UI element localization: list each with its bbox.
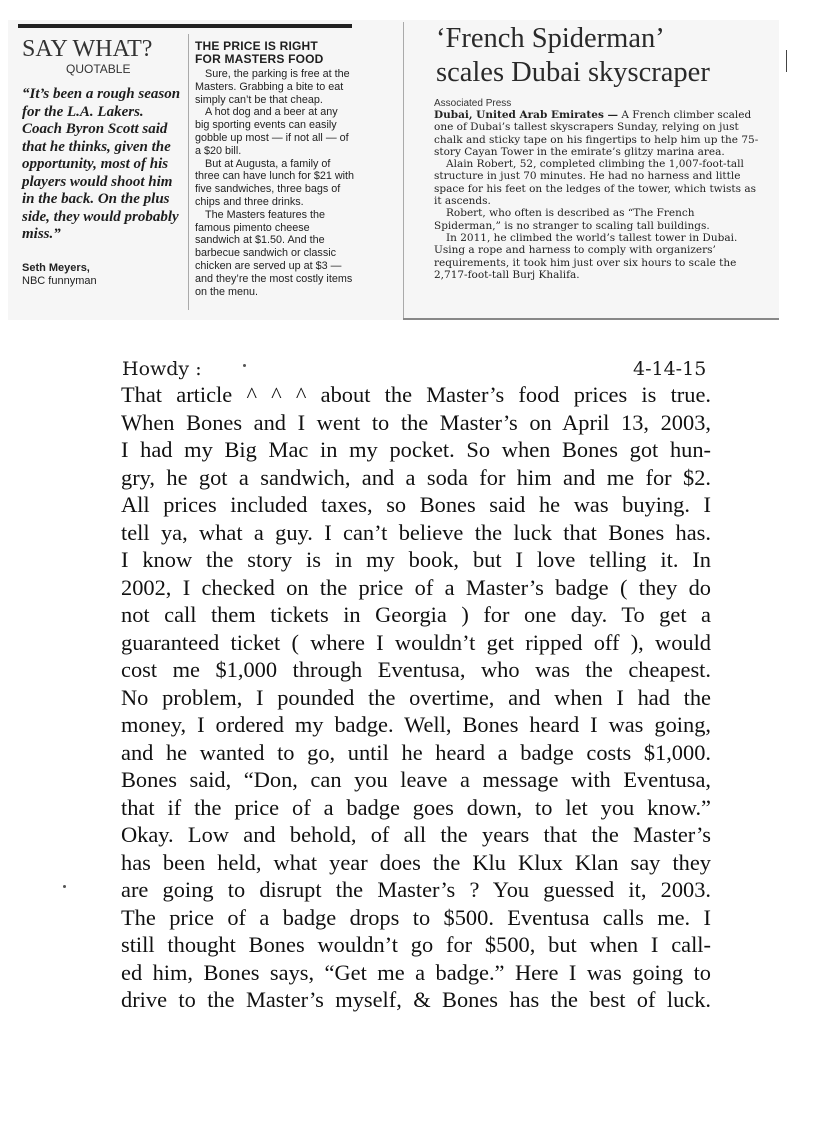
clipping-edge-mark bbox=[786, 50, 787, 72]
spiderman-paragraph bbox=[434, 109, 764, 158]
letter-date: 4-14-15 bbox=[633, 358, 707, 380]
quote-author-role: NBC funnyman bbox=[22, 274, 97, 287]
spiderman-paragraph: Alain Robert, 52, completed climbing the 1,007-foot-tall structure in just 70 minutes. He had no harness and little space for his feet on the ledges of the tower, which twists as it ascends. bbox=[434, 158, 756, 208]
letter-line: Bones said, “Don, can you leave a message with Eventusa, bbox=[121, 767, 711, 792]
spiderman-paragraph-text: A French climber scaled one of Dubai’s tallest skyscrapers Sunday, relying on just chalk and sticky tape on his fingertips to help him up the 75-story Cayan Tower in the emirate’s glitzy marina area. bbox=[434, 109, 759, 158]
letter-line: and he wanted to go, until he heard a badge costs $1,000. bbox=[121, 739, 711, 765]
spiderman-byline: Associated Press bbox=[434, 98, 512, 109]
masters-food-headline-line-2: FOR MASTERS FOOD bbox=[195, 52, 324, 66]
letter-line: I had my Big Mac in my pocket. So when Bones got hun- bbox=[121, 437, 711, 462]
letter-line: When Bones and I went to the Master’s on April 13, 2003, bbox=[121, 409, 711, 435]
letter-line: All prices included taxes, so Bones said he was buying. I bbox=[121, 492, 711, 517]
spiderman-headline-line-1: ‘French Spiderman’ bbox=[436, 23, 665, 54]
letter-line: that if the price of a badge goes down, to let you know.” bbox=[121, 794, 711, 820]
letter-line: ed him, Bones says, “Get me a badge.” Here I was going to bbox=[121, 959, 711, 985]
masters-food-headline-line-1: THE PRICE IS RIGHT bbox=[195, 39, 318, 53]
letter-line: No problem, I pounded the overtime, and when I had the bbox=[121, 684, 711, 710]
spiderman-body bbox=[434, 109, 764, 281]
letter-line: gry, he got a sandwich, and a soda for him and me for $2. bbox=[121, 464, 711, 490]
letter-line: I know the story is in my book, but I love telling it. In bbox=[121, 547, 711, 572]
scan-speck bbox=[63, 885, 66, 888]
quote-author: Seth Meyers, bbox=[22, 261, 90, 274]
letter-line: still thought Bones wouldn’t go for $500, but when I call- bbox=[121, 932, 711, 957]
letter-line: cost me $1,000 through Eventusa, who was the cheapest. bbox=[121, 657, 711, 682]
letter-line: 2002, I checked on the price of a Master’s badge ( they do bbox=[121, 574, 711, 600]
say-what-quote: “It’s been a rough season for the L.A. Lakers. Coach Byron Scott said that he thinks, given the opportunity, most of his players would shoot him in the back. On the plus side, they would probably miss.” bbox=[22, 86, 181, 242]
letter-line: Okay. Low and behold, of all the years that the Master’s bbox=[121, 822, 711, 847]
letter-line: are going to disrupt the Master’s ? You guessed it, 2003. bbox=[121, 877, 711, 902]
say-what-column bbox=[22, 36, 182, 288]
letter-body bbox=[121, 381, 711, 1014]
letter-line: drive to the Master’s myself, & Bones has the best of luck. bbox=[121, 987, 711, 1012]
clipping-border bbox=[403, 318, 779, 320]
masters-food-paragraph: The Masters features the famous pimento cheese sandwich at $1.50. And the barbecue sandwich or classic chicken are served up at $3 — and they’re the most costly items on the menu. bbox=[195, 208, 353, 298]
spiderman-article bbox=[418, 22, 773, 281]
spiderman-headline bbox=[436, 22, 773, 90]
letter-line: money, I ordered my badge. Well, Bones heard I was going, bbox=[121, 712, 711, 737]
masters-food-paragraph: A hot dog and a beer at any big sporting events can easily gobble up most — if not all — of a $20 bill. bbox=[195, 106, 349, 157]
letter-line: not call them tickets in Georgia ) for one day. To get a bbox=[121, 602, 711, 627]
quote-attribution bbox=[22, 262, 182, 288]
column-divider bbox=[403, 22, 404, 320]
masters-food-article bbox=[195, 40, 355, 298]
scan-speck bbox=[243, 364, 246, 367]
column-top-rule bbox=[18, 24, 352, 28]
spiderman-dateline: Dubai, United Arab Emirates — bbox=[434, 109, 619, 121]
letter-line: has been held, what year does the Klu Klux Klan say they bbox=[121, 849, 711, 875]
letter-line: tell ya, what a guy. I can’t believe the luck that Bones has. bbox=[121, 519, 711, 545]
spiderman-headline-line-2: scales Dubai skyscraper bbox=[436, 57, 710, 88]
masters-food-headline bbox=[195, 40, 355, 66]
letter-greeting: Howdy : bbox=[122, 358, 202, 380]
letter-line: guaranteed ticket ( where I wouldn’t get ripped off ), would bbox=[121, 629, 711, 655]
say-what-title: SAY WHAT? bbox=[22, 36, 153, 62]
spiderman-paragraph: In 2011, he climbed the world’s tallest tower in Dubai. Using a rope and harness to comply with organizers’ requirements, it took him just over six hours to scale the 2,717-foot-tall Burj Khalifa. bbox=[434, 231, 738, 281]
column-divider bbox=[188, 34, 189, 310]
spiderman-paragraph: Robert, who often is described as “The French Spiderman,” is no stranger to scaling tall buildings. bbox=[434, 207, 710, 232]
letter-line: The price of a badge drops to $500. Eventusa calls me. I bbox=[121, 904, 711, 930]
masters-food-paragraph: But at Augusta, a family of three can have lunch for $21 with five sandwiches, three bags of chips and three drinks. bbox=[195, 157, 355, 208]
letter-line: That article ^ ^ ^ about the Master’s food prices is true. bbox=[121, 382, 711, 407]
say-what-subtitle: QUOTABLE bbox=[66, 62, 131, 76]
masters-food-paragraph: Sure, the parking is free at the Masters. Grabbing a bite to eat simply can’t be that cheap. bbox=[195, 68, 350, 106]
